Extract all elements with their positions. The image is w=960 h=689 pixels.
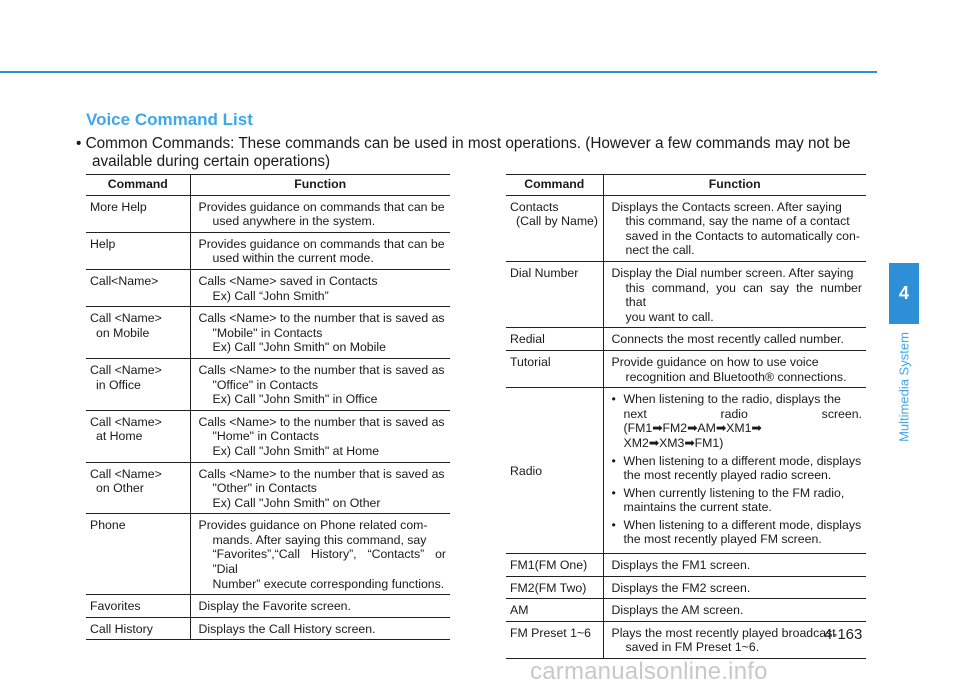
function-cell xyxy=(190,514,450,595)
table-row xyxy=(506,388,866,554)
command-text: More Help xyxy=(90,199,147,214)
table-row xyxy=(86,195,450,232)
top-rule xyxy=(0,71,877,73)
intro-text xyxy=(76,135,878,171)
table-row xyxy=(86,307,450,359)
function-text: Provides guidance on commands that can be xyxy=(198,236,445,251)
right-command-table xyxy=(506,174,866,659)
function-cell xyxy=(190,195,450,232)
function-cell xyxy=(190,462,450,514)
function-text: saved in FM Preset 1~6. xyxy=(625,640,760,655)
function-text: next radio screen. (FM1➡FM2➡AM➡XM1➡ xyxy=(623,406,862,436)
function-header: Function xyxy=(603,175,866,196)
table-row xyxy=(506,195,866,261)
function-cell xyxy=(190,307,450,359)
function-text: you want to call. xyxy=(625,309,714,324)
intro-line-1: • Common Commands: These commands can be used in most operations. (However a few commands may not be xyxy=(76,135,851,152)
function-text: Displays the FM2 screen. xyxy=(611,580,751,595)
command-text: Call <Name> xyxy=(90,311,162,326)
function-text: saved in the Contacts to automatically con- xyxy=(625,228,860,243)
command-cell xyxy=(506,350,603,387)
command-cell xyxy=(86,358,190,410)
function-cell xyxy=(190,269,450,306)
command-text: at Home xyxy=(96,429,143,444)
function-text: XM2➡XM3➡FM1) xyxy=(623,435,724,450)
command-header: Command xyxy=(86,175,190,196)
command-text: FM2(FM Two) xyxy=(510,580,587,595)
function-text: the most recently played FM screen. xyxy=(623,532,822,547)
function-cell xyxy=(603,328,866,351)
command-text: Tutorial xyxy=(510,354,551,369)
command-cell xyxy=(506,621,603,658)
command-cell xyxy=(506,328,603,351)
function-text: Display the Favorite screen. xyxy=(198,599,351,614)
function-text: Calls <Name> to the number that is saved as xyxy=(198,311,445,326)
function-text: Ex) Call "John Smith" at Home xyxy=(212,443,380,458)
function-text: Ex) Call "John Smith" on Other xyxy=(212,495,381,510)
function-cell xyxy=(603,554,866,577)
right-table-body xyxy=(506,195,866,658)
function-text: “Favorites”,“Call History”, “Contacts” or ”Dial xyxy=(212,547,446,577)
function-text: • When listening to the radio, displays the xyxy=(623,392,841,407)
command-text: FM1(FM One) xyxy=(510,558,588,573)
function-cell xyxy=(603,350,866,387)
table-row xyxy=(506,554,866,577)
command-text: (Call by Name) xyxy=(516,214,598,229)
command-header: Command xyxy=(506,175,603,196)
table-row xyxy=(86,617,450,640)
table-row xyxy=(86,410,450,462)
table-row xyxy=(506,576,866,599)
command-cell xyxy=(506,554,603,577)
function-text: Connects the most recently called number. xyxy=(611,332,844,347)
command-text: on Mobile xyxy=(96,325,150,340)
command-text: Call <Name> xyxy=(90,414,162,429)
command-text: Call <Name> xyxy=(90,466,162,481)
function-text: Number” execute corresponding functions. xyxy=(212,576,445,591)
list-item xyxy=(612,392,863,450)
chapter-tab: 4 xyxy=(889,263,919,324)
command-text: on Other xyxy=(96,481,144,496)
function-text: Calls <Name> to the number that is saved as xyxy=(198,414,445,429)
function-cell xyxy=(603,261,866,327)
function-text: nect the call. xyxy=(625,243,695,258)
function-text: used anywhere in the system. xyxy=(212,214,376,229)
table-row xyxy=(86,232,450,269)
function-text: Ex) Call "John Smith" on Mobile xyxy=(212,340,386,355)
watermark: carmanualsonline.info xyxy=(530,658,768,685)
function-text: Provide guidance on how to use voice xyxy=(611,354,819,369)
table-row xyxy=(86,514,450,595)
chapter-label xyxy=(894,332,914,442)
function-text: Calls <Name> to the number that is saved as xyxy=(198,466,445,481)
table-row xyxy=(506,261,866,327)
table-row xyxy=(86,595,450,618)
function-cell xyxy=(190,595,450,618)
command-cell xyxy=(86,410,190,462)
function-text: "Other" in Contacts xyxy=(212,481,317,496)
list-item xyxy=(612,454,863,483)
command-cell xyxy=(86,514,190,595)
command-cell xyxy=(506,388,603,554)
command-cell xyxy=(86,595,190,618)
table-row xyxy=(506,599,866,622)
function-text: used within the current mode. xyxy=(212,251,374,266)
function-text: • When listening to a different mode, displays xyxy=(623,517,862,532)
table-row xyxy=(506,350,866,387)
function-text: recognition and Bluetooth® connections. xyxy=(625,369,847,384)
function-text: maintains the current state. xyxy=(623,500,772,515)
command-text: FM Preset 1~6 xyxy=(510,625,591,640)
function-text: this command, say the name of a contact xyxy=(625,214,850,229)
command-cell xyxy=(506,261,603,327)
section-title: Voice Command List xyxy=(86,110,253,129)
command-cell xyxy=(506,599,603,622)
function-text: mands. After saying this command, say xyxy=(212,532,427,547)
function-cell xyxy=(603,195,866,261)
function-cell xyxy=(603,599,866,622)
function-text: Calls <Name> to the number that is saved as xyxy=(198,362,445,377)
function-cell xyxy=(603,576,866,599)
table-row xyxy=(506,328,866,351)
function-text: this command, you can say the number that xyxy=(625,280,862,310)
command-text: Radio xyxy=(510,463,543,478)
function-cell xyxy=(603,388,866,554)
function-text: Provides guidance on Phone related com- xyxy=(198,518,428,533)
function-text: Displays the Contacts screen. After saying xyxy=(611,199,842,214)
function-text: Provides guidance on commands that can be xyxy=(198,199,445,214)
table-row xyxy=(86,358,450,410)
function-cell xyxy=(190,617,450,640)
function-text: Calls <Name> saved in Contacts xyxy=(198,273,378,288)
function-text: "Mobile" in Contacts xyxy=(212,325,323,340)
function-cell xyxy=(190,232,450,269)
table-row xyxy=(506,621,866,658)
command-text: in Office xyxy=(96,377,141,392)
command-text: Dial Number xyxy=(510,265,579,280)
function-text: Plays the most recently played broadcast xyxy=(611,625,836,640)
command-cell xyxy=(86,195,190,232)
page-number: 4-163 xyxy=(824,626,863,643)
command-text: AM xyxy=(510,603,529,618)
function-text: • When currently listening to the FM radio, xyxy=(623,485,845,500)
command-text: Call <Name> xyxy=(90,362,162,377)
command-text: Phone xyxy=(90,518,126,533)
table-row xyxy=(86,269,450,306)
table-header-row xyxy=(506,175,866,196)
command-cell xyxy=(86,462,190,514)
function-text: Displays the AM screen. xyxy=(611,603,744,618)
function-text: Displays the FM1 screen. xyxy=(611,558,751,573)
list-item xyxy=(612,518,863,547)
list-item xyxy=(612,486,863,515)
function-text: Ex) Call "John Smith" in Office xyxy=(212,392,378,407)
function-text: "Home" in Contacts xyxy=(212,429,319,444)
radio-bullet-list xyxy=(612,392,863,547)
table-header-row xyxy=(86,175,450,196)
function-text: Displays the Call History screen. xyxy=(198,621,376,636)
function-text: • When listening to a different mode, displays xyxy=(623,453,862,468)
command-text: Call History xyxy=(90,621,153,636)
command-cell xyxy=(506,195,603,261)
function-cell xyxy=(190,358,450,410)
chapter-label-text: Multimedia System xyxy=(896,332,912,442)
function-text: the most recently played radio screen. xyxy=(623,468,832,483)
function-text: Display the Dial number screen. After saying xyxy=(611,265,854,280)
function-header: Function xyxy=(190,175,450,196)
command-text: Contacts xyxy=(510,199,559,214)
intro-line-2: available during certain operations) xyxy=(92,153,331,170)
command-cell xyxy=(86,307,190,359)
table-row xyxy=(86,462,450,514)
command-cell xyxy=(86,232,190,269)
function-text: "Office" in Contacts xyxy=(212,377,319,392)
command-cell xyxy=(506,576,603,599)
command-cell xyxy=(86,617,190,640)
command-text: Help xyxy=(90,236,116,251)
function-text: Ex) Call “John Smith” xyxy=(212,288,329,303)
left-table-body xyxy=(86,195,450,640)
command-text: Favorites xyxy=(90,599,141,614)
left-command-table xyxy=(86,174,450,640)
command-text: Call<Name> xyxy=(90,273,159,288)
function-cell xyxy=(190,410,450,462)
command-cell xyxy=(86,269,190,306)
command-text: Redial xyxy=(510,332,545,347)
